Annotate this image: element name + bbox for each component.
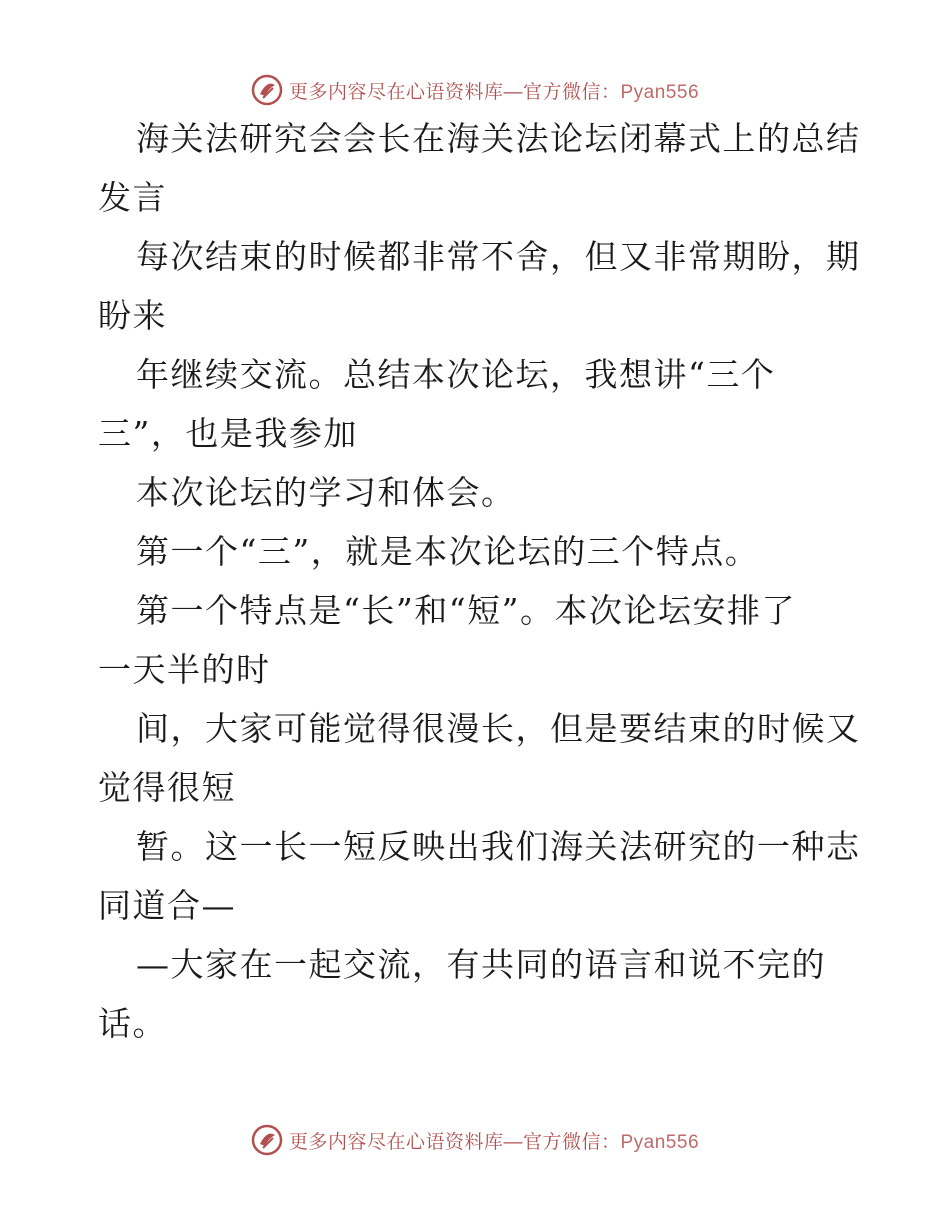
text-line: 发言 xyxy=(98,178,167,217)
text-line: 暂。这一长一短反映出我们海关法研究的一种志 xyxy=(136,827,861,866)
text-line: 三”，也是我参加 xyxy=(98,414,358,453)
watermark-text xyxy=(289,1127,699,1154)
text-line: 本次论坛的学习和体会。 xyxy=(136,473,516,512)
text-line: 同道合— xyxy=(98,886,236,925)
text-line: 觉得很短 xyxy=(98,768,236,807)
text-line: 海关法研究会会长在海关法论坛闭幕式上的总结 xyxy=(136,119,861,158)
watermark-handle: Pyan556 xyxy=(620,1131,700,1153)
document-body xyxy=(98,119,861,1066)
text-line: 每次结束的时候都非常不舍，但又非常期盼，期 xyxy=(136,237,861,276)
text-line: 年继续交流。总结本次论坛，我想讲“三个 xyxy=(136,355,776,394)
watermark-handle: Pyan556 xyxy=(620,81,700,103)
text-line: 盼来 xyxy=(98,296,167,335)
watermark-brand: 更多内容尽在心语资料库—官方微信： xyxy=(288,1131,621,1153)
red-seal-logo-icon xyxy=(251,1124,283,1156)
text-line: 第一个特点是“长”和“短”。本次论坛安排了 xyxy=(136,591,796,630)
text-line: 一天半的时 xyxy=(98,650,271,689)
header-watermark xyxy=(0,70,950,110)
text-line: 话。 xyxy=(98,1004,167,1043)
text-line: —大家在一起交流，有共同的语言和说不完的 xyxy=(136,945,826,984)
red-seal-logo-icon xyxy=(251,74,283,106)
watermark-brand: 更多内容尽在心语资料库—官方微信： xyxy=(288,81,621,103)
footer-watermark xyxy=(0,1120,950,1160)
text-line: 第一个“三”，就是本次论坛的三个特点。 xyxy=(136,532,760,571)
text-line: 间，大家可能觉得很漫长，但是要结束的时候又 xyxy=(136,709,861,748)
watermark-text xyxy=(289,77,699,104)
